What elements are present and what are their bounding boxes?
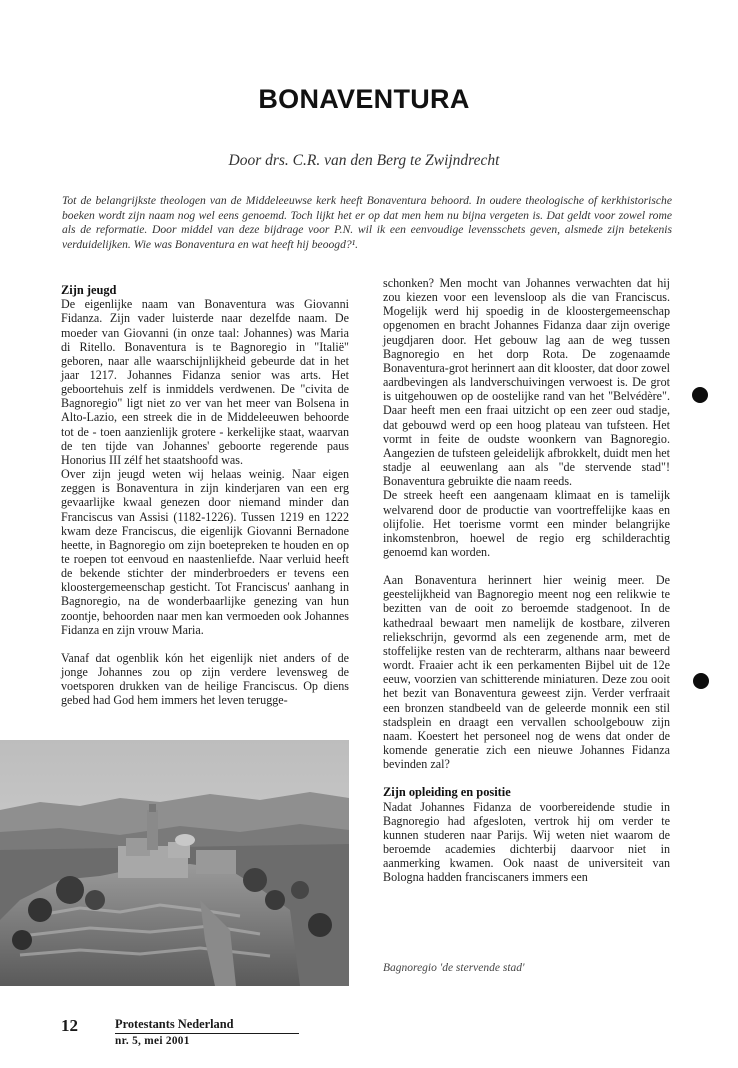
punch-hole <box>693 673 709 689</box>
paragraph: Aan Bonaventura herinnert hier weinig meer. De geestelijkheid van Bagnoregio meent nog een relikwie te bezitten van de ooit zo beroemde stadgenoot. In de kathedraal bewaart men namelijk de kostbare, zilveren reliekschrijn, gevormd als een zegenende arm, met de stoffelijke resten van de rechterarm, althans naar beweerd wordt. Fraaier acht ik een perkamenten Bijbel uit de 12e eeuw, voorzien van schitterende miniaturen. Deze zou ooit het bezit van Bonaventura geweest zijn. Verder verfraait een bronzen standbeeld van de geleerde monnik een stil stadsplein en draagt een vervallen schoolgebouw zijn naam. Koestert het personeel nog de wens dat onder de komende generatie zich een nieuwe Johannes Fidanza bevinden zal? <box>383 573 670 772</box>
paragraph: Vanaf dat ogenblik kón het eigenlijk niet anders of de jonge Johannes zou op zijn verdere levensweg de voetsporen drukken van de heilige Franciscus. Op diens gebed had God hem immers het leven terugge- <box>61 650 349 708</box>
right-column <box>383 276 670 884</box>
section-heading-jeugd: Zijn jeugd <box>61 283 117 297</box>
paragraph: De streek heeft een aangenaam klimaat en is tamelijk welvarend door de productie van voortreffelijke kaas en olijfolie. Het toerisme vormt een minder belangrijke inkomstenbron, hoewel de regio erg schilderachtig genoemd kan worden. <box>383 488 670 559</box>
intro-paragraph: Tot de belangrijkste theologen van de Middeleeuwse kerk heeft Bonaventura behoord. In oudere theologische of kerkhistorische boeken wordt zijn naam nog wel eens genoemd. Toch lijkt het er op dat men hem nu bijna vergeten is. Dat geldt voor zowel rome als de reformatie. Door middel van deze bijdrage voor P.N. wil ik een eenvoudige levensschets geven, alsmede zijn betekenis verduidelijken. Wie was Bonaventura en wat heeft hij beoogd?¹. <box>62 194 672 251</box>
paragraph: De eigenlijke naam van Bonaventura was Giovanni Fidanza. Zijn vader luisterde naar dezelfde naam. De moeder van Giovanni (in onze taal: Johannes) was Maria di Ritello. Bonaventura is te Bagnoregio in "Italië" geboren, naar alle waarschijnlijkheid gebeurde dat in het jaar 1217. Johannes Fidanza senior was arts. Het geboortehuis zelf is inmiddels verdwenen. De "civita de Bagnoregio" ligt niet zo ver van het meer van Bolsena in Alto-Lazio, een streek die in de Middeleeuwen behoorde tot de - toen aanzienlijk grotere - kerkelijke staat, waarvan de ten tijde van Johannes' geboorte regerende paus Honorius III zélf het staatshoofd was. <box>61 297 349 467</box>
author-byline: Door drs. C.R. van den Berg te Zwijndrecht <box>228 152 500 169</box>
page-number: 12 <box>61 1016 78 1035</box>
section-heading-opleiding: Zijn opleiding en positie <box>383 785 511 800</box>
magazine-footer <box>115 1017 299 1047</box>
article-title: BONAVENTURA <box>258 84 470 114</box>
magazine-name: Protestants Nederland <box>115 1017 299 1034</box>
paragraph: Nadat Johannes Fidanza de voorbereidende studie in Bagnoregio had afgesloten, vertrok hij om verder te kunnen studeren naar Parijs. Wij weten niet waarom de beroemde academies dichterbij daarvoor niet in aanmerking kwamen. Ook naast de universiteit van Bologna hadden franciscaners immers een <box>383 799 670 885</box>
left-column <box>61 283 349 708</box>
punch-hole <box>692 387 708 403</box>
magazine-issue: nr. 5, mei 2001 <box>115 1035 190 1047</box>
bagnoregio-photo <box>0 740 349 986</box>
paragraph: schonken? Men mocht van Johannes verwachten dat hij zou kiezen voor een levensloop als die van Franciscus. Mogelijk werd hij spoedig in de kloostergemeenschap opgenomen en bracht Johannes Fidanza daar zijn overige jeugdjaren door. Het gebouw lag aan de weg tussen Bagnoregio en het dorp Rota. De zogenaamde Bonaventura-grot herinnert aan dit klooster, dat door zowel aardbevingen als landverschuivingen verwoest is. De grot is uitgehouwen op de oostelijke rand van het "Belvédère". Daar heeft men een fraai uitzicht op een zeer oud stadje, dat gebouwd werd op een hoog plateau van tufsteen. Het vormt in feite de oudste woonkern van Bagnoregio. Aangezien de tufsteen geleidelijk afbrokkelt, duidt men het stadje al eeuwenlang aan als "de stervende stad"! Bonaventura gebruikte die naam reeds. <box>383 276 670 489</box>
photo-caption: Bagnoregio 'de stervende stad' <box>383 962 525 974</box>
paragraph: Over zijn jeugd weten wij helaas weinig. Naar eigen zeggen is Bonaventura in zijn kinderjaren van een erg gevaarlijke kwaal genezen door niemand minder dan Franciscus van Assisi (1182-1226). Tussen 1219 en 1222 kwam deze Franciscus, die eigenlijk Giovanni Bernadone heette, in Bagnoregio om zijn boetepreken te houden en op te roepen tot eenvoud en naastenliefde. Naar verluid heeft de bekende stichter der minderbroeders er tevens een kloostergemeenschap gesticht. Tot Franciscus' aanhang in Bagnoregio, na de wonderbaarlijke genezing van hun zoontje, behoorden naar men kan vermoeden ook Johannes Fidanza en zijn vrouw Maria. <box>61 467 349 637</box>
